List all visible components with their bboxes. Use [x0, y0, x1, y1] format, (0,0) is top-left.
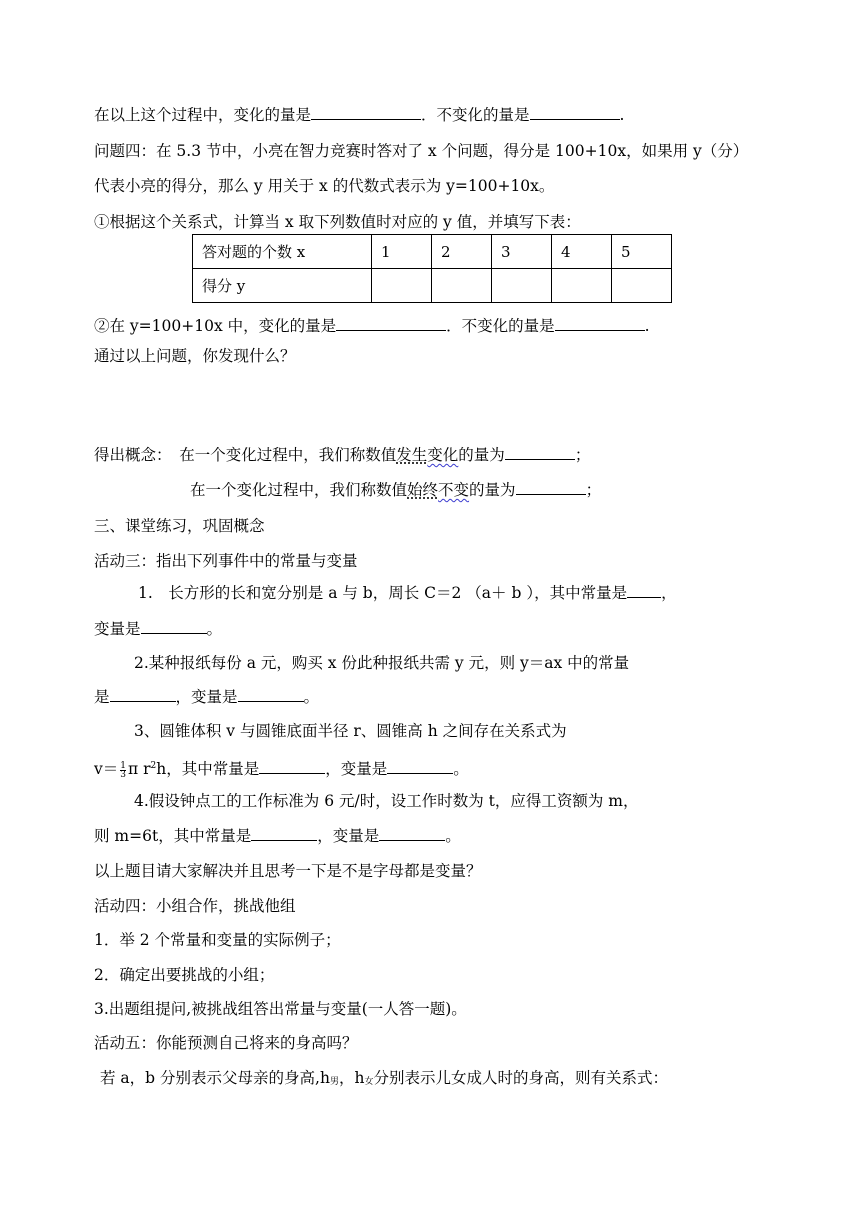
activity-three-heading — [94, 550, 358, 572]
table-cell: 1 — [372, 235, 432, 269]
text: ．不变化的量是 — [446, 317, 555, 335]
activity-four-item-1 — [94, 929, 341, 951]
concept-line-2 — [190, 479, 601, 501]
text: 不变 — [438, 481, 470, 499]
text: 代表小亮的得分，那么 y 用关于 x 的代数式表示为 y=100+10x。 — [94, 177, 555, 195]
text: 分别表示儿女成人时的身高，则有关系式： — [373, 1069, 668, 1087]
activity-four-item-2 — [94, 964, 274, 986]
answer-blank — [259, 758, 325, 774]
text: 在以上这个过程中，变化的量是 — [94, 106, 312, 124]
table-cell — [552, 269, 612, 303]
table-row — [193, 269, 672, 303]
table-cell: 4 — [552, 235, 612, 269]
activity-five-heading — [94, 1032, 358, 1054]
text: 以上题目请大家解决并且思考一下是不是字母都是变量？ — [94, 862, 482, 880]
activity-five-text — [100, 1067, 668, 1093]
text: 。 — [206, 620, 223, 638]
exercise-2 — [134, 652, 629, 674]
subscript: 女 — [364, 1077, 374, 1087]
table-cell: 答对题的个数 x — [193, 235, 372, 269]
answer-blank — [530, 104, 620, 120]
text: v＝ — [94, 760, 119, 778]
answer-blank — [238, 686, 304, 702]
score-table — [192, 234, 672, 303]
exponent: 2 — [150, 761, 157, 771]
answer-blank — [110, 686, 176, 702]
text: 活动三：指出下列事件中的常量与变量 — [94, 552, 358, 570]
text: 3.出题组提问,被挑战组答出常量与变量(一人答一题)。 — [94, 1000, 467, 1018]
answer-blank — [387, 758, 453, 774]
text: . — [619, 106, 625, 124]
text: ，变量是 — [317, 827, 380, 845]
exercise-2-cont — [94, 686, 319, 708]
exercise-1-cont — [94, 618, 222, 640]
instruction-line — [94, 211, 581, 233]
question-four-line — [94, 140, 748, 162]
answer-blank — [251, 825, 317, 841]
text: 1. 长方形的长和宽分别是 a 与 b，周长 C＝2 （a＋ b ），其中常量是 — [138, 584, 628, 602]
text: 的量为 — [469, 481, 516, 499]
text: 1．举 2 个常量和变量的实际例子； — [94, 931, 341, 949]
section-heading — [94, 515, 265, 537]
answer-blank — [336, 315, 446, 331]
reflection-line — [94, 860, 482, 882]
text: 得出概念： 在一个变化过程中，我们称数值 — [94, 446, 397, 464]
question-four-line-2 — [94, 175, 554, 197]
text: 始终 — [407, 481, 439, 499]
table-cell: 5 — [612, 235, 672, 269]
text: ①根据这个关系式，计算当 x 取下列数值时对应的 y 值，并填写下表： — [94, 213, 581, 231]
table-cell: 得分 y — [193, 269, 372, 303]
text: 的量为 — [458, 446, 505, 464]
text: ， — [661, 584, 677, 602]
text: 发生 — [396, 446, 428, 464]
text: 。 — [445, 827, 461, 845]
text: . — [644, 317, 650, 335]
text: 变量是 — [94, 620, 141, 638]
text: ，变量是 — [325, 760, 388, 778]
exercise-1 — [138, 582, 677, 604]
exercise-3-cont — [94, 755, 469, 780]
text: 是 — [94, 688, 110, 706]
table-cell — [372, 269, 432, 303]
text: 。 — [453, 760, 469, 778]
denominator: 3 — [120, 770, 126, 780]
fraction — [120, 762, 126, 779]
text: 若 a，b 分别表示父母亲的身高,h — [100, 1069, 330, 1087]
activity-four-heading — [94, 895, 296, 917]
table-cell — [432, 269, 492, 303]
exercise-4-cont — [94, 825, 461, 847]
exercise-3 — [134, 720, 567, 742]
numerator: 1 — [120, 761, 126, 771]
exercise-4 — [134, 790, 639, 812]
text: 活动五：你能预测自己将来的身高吗？ — [94, 1034, 358, 1052]
text: 则 m=6t，其中常量是 — [94, 827, 252, 845]
answer-blank — [627, 582, 661, 598]
answer-blank — [516, 479, 586, 495]
text: 3、圆锥体积 v 与圆锥底面半径 r、圆锥高 h 之间存在关系式为 — [134, 722, 567, 740]
text: ； — [585, 481, 602, 499]
answer-blank — [379, 825, 445, 841]
answer-blank — [311, 104, 421, 120]
text: 。 — [303, 688, 320, 706]
text: ； — [574, 446, 591, 464]
activity-four-item-3 — [94, 998, 467, 1020]
table-cell: 3 — [492, 235, 552, 269]
text: 问题四：在 5.3 节中，小亮在智力竞赛时答对了 x 个问题，得分是 100+10x，如果用 y（分） — [94, 142, 749, 160]
question-line-5 — [94, 315, 650, 337]
table-row — [193, 235, 672, 269]
text: 变化 — [427, 446, 459, 464]
text: π r — [128, 760, 151, 778]
text: ．不变化的量是 — [421, 106, 530, 124]
answer-blank — [555, 315, 645, 331]
table-cell — [492, 269, 552, 303]
text: 通过以上问题，你发现什么？ — [94, 347, 296, 365]
answer-blank — [505, 444, 575, 460]
text: 活动四：小组合作，挑战他组 — [94, 897, 296, 915]
text: ②在 y=100+10x 中，变化的量是 — [94, 317, 337, 335]
text: 4.假设钟点工的工作标准为 6 元/时，设工作时数为 t，应得工资额为 m， — [134, 792, 639, 810]
text: ，h — [338, 1069, 365, 1087]
table-cell: 2 — [432, 235, 492, 269]
table-cell — [612, 269, 672, 303]
text: 2．确定出要挑战的小组； — [94, 966, 275, 984]
discovery-line — [94, 345, 296, 367]
answer-blank — [141, 618, 207, 634]
text: 在一个变化过程中，我们称数值 — [190, 481, 408, 499]
text: h，其中常量是 — [156, 760, 260, 778]
text: 2.某种报纸每份 a 元，购买 x 份此种报纸共需 y 元，则 y＝ax 中的常量 — [134, 654, 630, 672]
question-line-1 — [94, 104, 624, 126]
text: ，变量是 — [175, 688, 238, 706]
concept-line-1 — [94, 444, 590, 466]
subscript: 男 — [329, 1077, 339, 1087]
text: 三、课堂练习，巩固概念 — [94, 517, 265, 535]
